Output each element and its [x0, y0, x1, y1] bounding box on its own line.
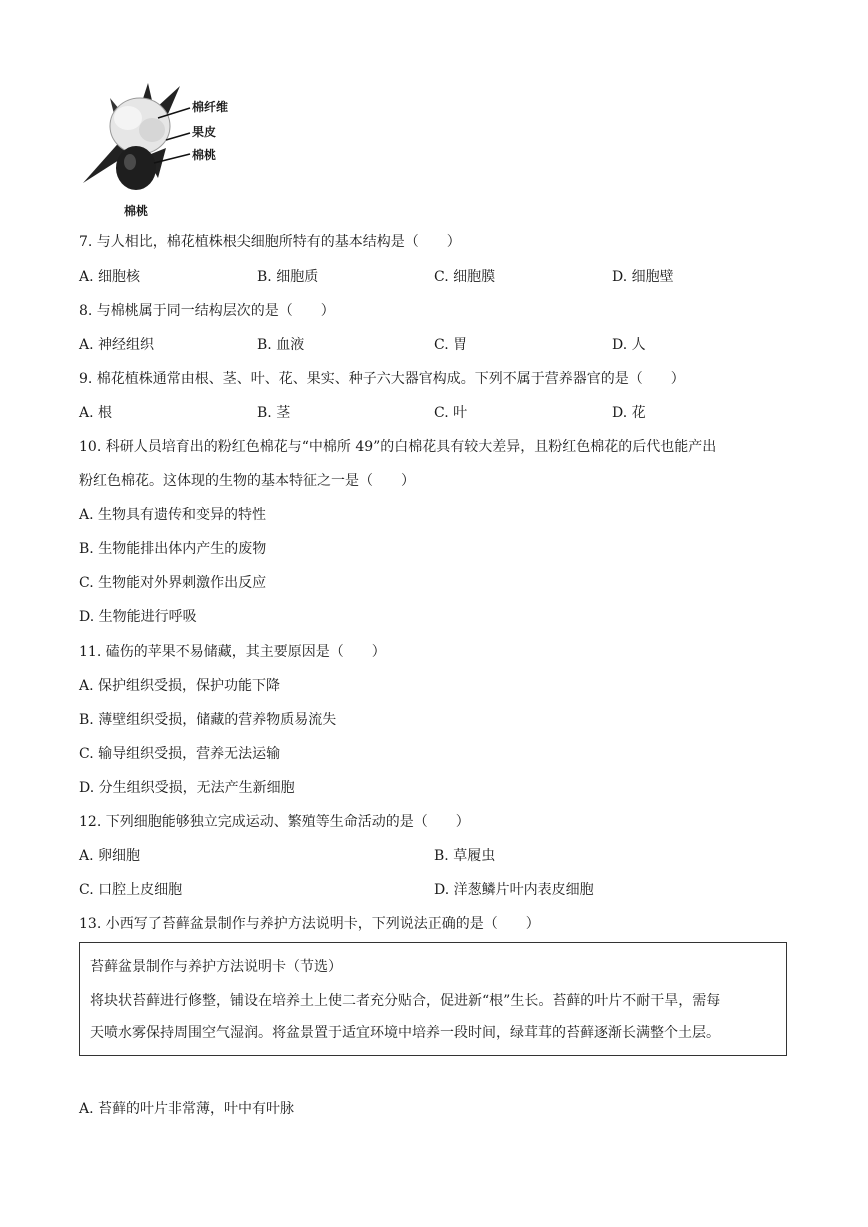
q12-option-d[interactable]: D. 洋葱鳞片叶内表皮细胞 — [434, 882, 594, 898]
figure-caption: 棉桃 — [124, 204, 149, 218]
q9-option-b[interactable]: B. 茎 — [257, 405, 291, 421]
q10-option-b[interactable]: B. 生物能排出体内产生的废物 — [79, 541, 267, 557]
question-10-stem-line-2: 粉红色棉花。这体现的生物的基本特征之一是（ ） — [79, 473, 415, 489]
q12-option-c[interactable]: C. 口腔上皮细胞 — [79, 882, 183, 898]
q9-option-d[interactable]: D. 花 — [612, 405, 646, 421]
q8-option-d[interactable]: D. 人 — [612, 337, 646, 353]
q9-option-c[interactable]: C. 叶 — [434, 405, 468, 421]
card-line-1: 将块状苔藓进行修整，铺设在培养土上使二者充分贴合，促进新“根”生长。苔藓的叶片不耐干旱，需每 — [90, 993, 721, 1009]
q10-option-a[interactable]: A. 生物具有遗传和变异的特性 — [79, 507, 267, 523]
q8-option-c[interactable]: C. 胃 — [434, 337, 468, 353]
q7-option-c[interactable]: C. 细胞膜 — [434, 269, 496, 285]
question-10-stem-line-1: 10. 科研人员培育出的粉红色棉花与“中棉所 49”的白棉花具有较大差异，且粉红色棉花的后代也能产出 — [79, 439, 717, 455]
question-12-stem: 12. 下列细胞能够独立完成运动、繁殖等生命活动的是（ ） — [79, 814, 470, 830]
q7-option-d[interactable]: D. 细胞壁 — [612, 269, 674, 285]
q12-option-a[interactable]: A. 卵细胞 — [79, 848, 141, 864]
question-9-stem: 9. 棉花植株通常由根、茎、叶、花、果实、种子六大器官构成。下列不属于营养器官的是（ ） — [79, 371, 685, 387]
q8-option-b[interactable]: B. 血液 — [257, 337, 305, 353]
label-pericarp: 果皮 — [192, 125, 217, 139]
label-cotton-fiber: 棉纤维 — [192, 100, 229, 114]
q10-option-d[interactable]: D. 生物能进行呼吸 — [79, 609, 197, 625]
q8-option-a[interactable]: A. 神经组织 — [79, 337, 155, 353]
q12-option-b[interactable]: B. 草履虫 — [434, 848, 496, 864]
q11-option-c[interactable]: C. 输导组织受损，营养无法运输 — [79, 746, 281, 762]
card-line-2: 天喷水雾保持周围空气湿润。将盆景置于适宜环境中培养一段时间，绿茸茸的苔藓逐渐长满整个土层。 — [90, 1025, 720, 1041]
label-cotton-boll: 棉桃 — [192, 148, 217, 162]
question-13-stem: 13. 小西写了苔藓盆景制作与养护方法说明卡，下列说法正确的是（ ） — [79, 916, 540, 932]
q7-option-b[interactable]: B. 细胞质 — [257, 269, 319, 285]
cotton-boll-figure — [78, 78, 248, 223]
q11-option-d[interactable]: D. 分生组织受损，无法产生新细胞 — [79, 780, 295, 796]
q9-option-a[interactable]: A. 根 — [79, 405, 113, 421]
question-8-stem: 8. 与棉桃属于同一结构层次的是（ ） — [79, 303, 335, 319]
q11-option-a[interactable]: A. 保护组织受损，保护功能下降 — [79, 678, 281, 694]
question-11-stem: 11. 磕伤的苹果不易储藏，其主要原因是（ ） — [79, 644, 386, 660]
instruction-card — [79, 942, 787, 1056]
card-title: 苔藓盆景制作与养护方法说明卡（节选） — [90, 959, 342, 975]
q7-option-a[interactable]: A. 细胞核 — [79, 269, 141, 285]
q13-option-a[interactable]: A. 苔藓的叶片非常薄，叶中有叶脉 — [79, 1101, 295, 1117]
q10-option-c[interactable]: C. 生物能对外界刺激作出反应 — [79, 575, 267, 591]
q11-option-b[interactable]: B. 薄壁组织受损，储藏的营养物质易流失 — [79, 712, 337, 728]
question-7-stem: 7. 与人相比，棉花植株根尖细胞所特有的基本结构是（ ） — [79, 234, 461, 250]
